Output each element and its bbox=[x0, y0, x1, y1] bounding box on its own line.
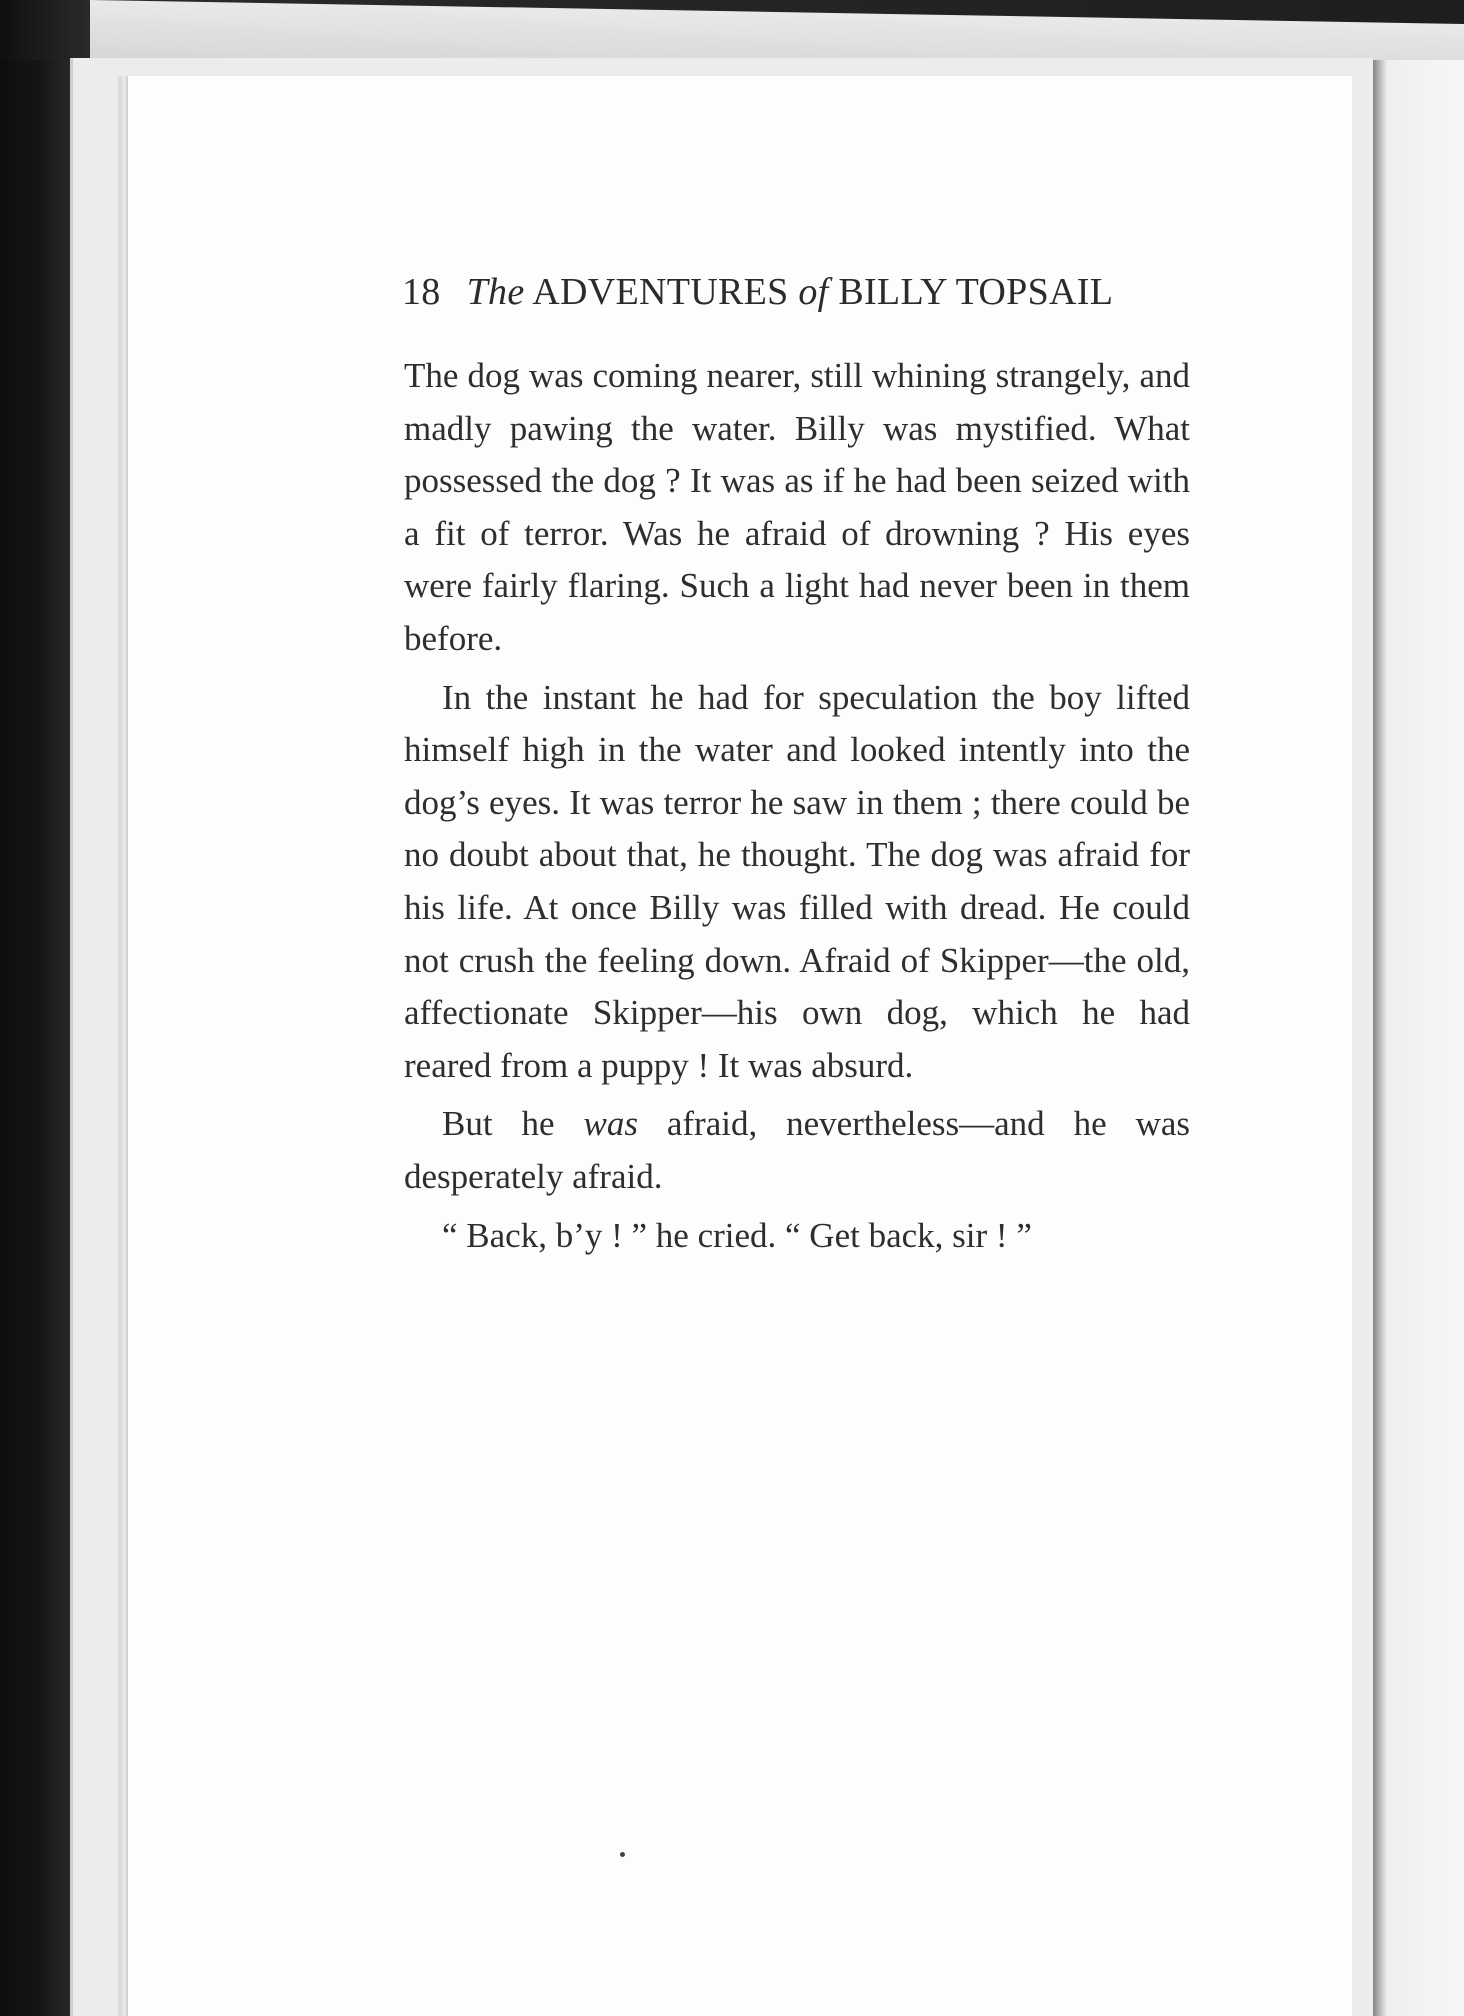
running-head-of: of bbox=[798, 271, 829, 313]
running-head bbox=[402, 270, 1182, 314]
paragraph-1: The dog was coming nearer, still whining strangely, and madly pawing the water. Billy was mystified. What possessed the dog ? It was as if he had been seized with a fit of terror. Was he afraid of drowning ? His eyes were fairly flaring. Such a light had never been in them before. bbox=[404, 356, 1190, 658]
paper-speck bbox=[620, 1852, 625, 1857]
paragraph-2: In the instant he had for speculation the boy lifted himself high in the water and looked intently into the dog’s eyes. It was terror he saw in them ; there could be no doubt about that, he thought. The dog was afraid for his life. At once Billy was filled with dread. He could not crush the feeling down. Afraid of Skipper—the old, affectionate Skipper—his own dog, which he had reared from a puppy ! It was absurd. bbox=[404, 677, 1190, 1085]
running-head-the: The bbox=[466, 271, 525, 313]
paragraph-3-after: afraid, nevertheless—and he was desperately afraid. bbox=[404, 1104, 1190, 1196]
paragraph-3-emphasis: was bbox=[583, 1104, 638, 1144]
paragraph-3-before: But he bbox=[442, 1104, 584, 1144]
paragraph-3 bbox=[404, 1098, 1190, 1203]
body-text bbox=[404, 350, 1190, 1262]
page-number: 18 bbox=[402, 271, 441, 313]
running-head-adventures: ADVENTURES bbox=[524, 271, 799, 313]
running-head-billy-topsail: BILLY TOPSAIL bbox=[828, 271, 1114, 313]
paragraph-4: “ Back, b’y ! ” he cried. “ Get back, sir ! ” bbox=[442, 1215, 1032, 1255]
